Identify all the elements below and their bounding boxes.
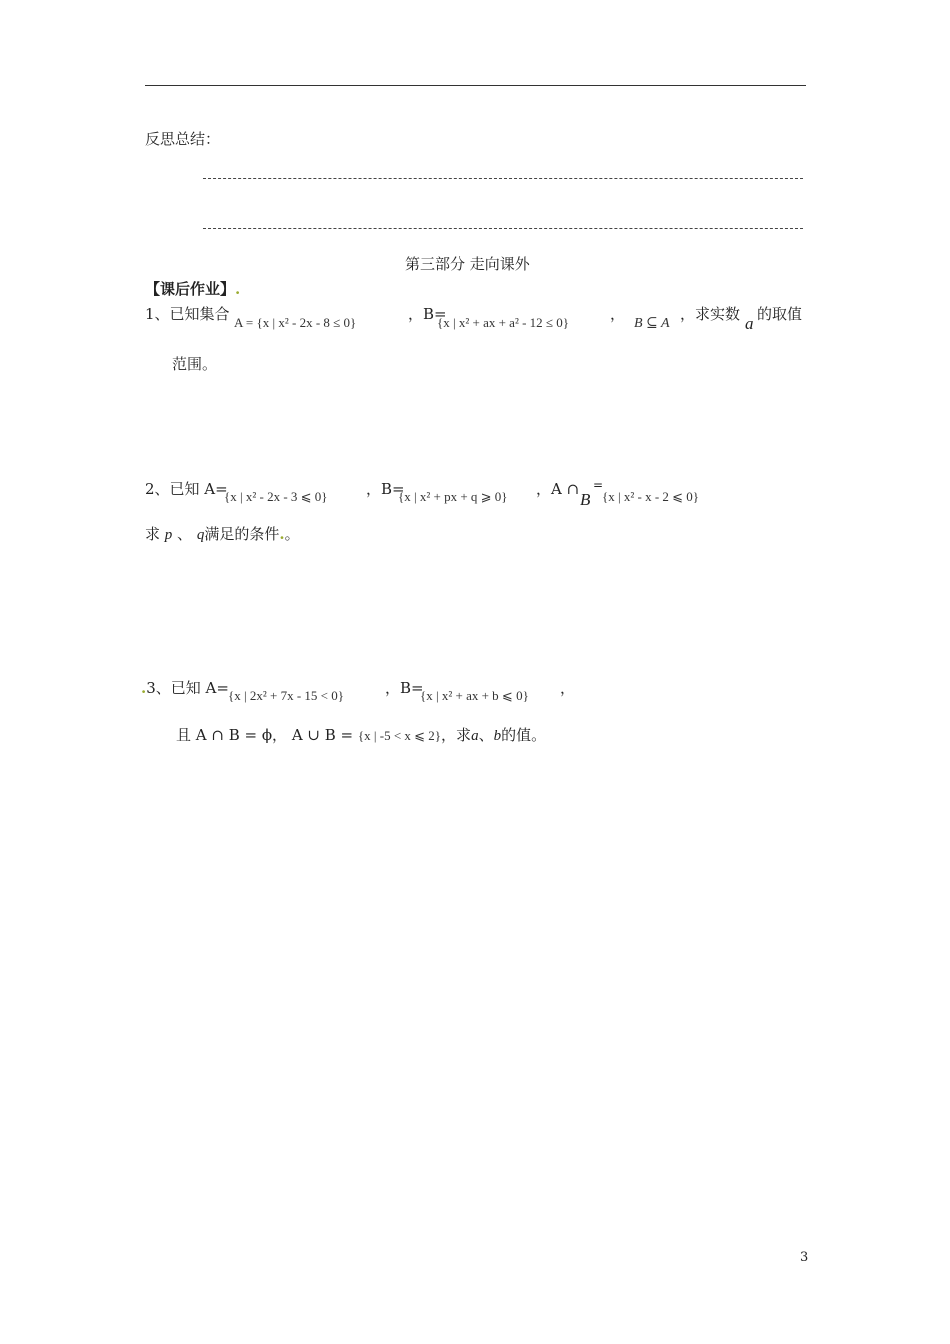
q1-relation: B ⊆ A bbox=[634, 316, 670, 331]
q2-set-c: {x | x² - x - 2 ⩽ 0} bbox=[602, 489, 700, 504]
q2-prefix: 2、已知 A= bbox=[145, 480, 228, 498]
q2-b: B bbox=[580, 490, 591, 509]
q1-sep2: ， bbox=[610, 305, 626, 323]
q2-sep1: ，B= bbox=[366, 480, 405, 498]
q3-dot: . bbox=[141, 679, 147, 697]
q3-prefix: 3、已知 A= bbox=[146, 679, 229, 697]
q1-set-a: A = {x | x² - 2x - 8 ≤ 0} bbox=[234, 315, 357, 330]
section-title: 第三部分 走向课外 bbox=[405, 255, 530, 273]
q2-dot: . bbox=[279, 525, 285, 543]
q2-set-a: {x | x² - 2x - 3 ⩽ 0} bbox=[224, 489, 328, 504]
q3-a: a bbox=[471, 728, 479, 744]
reflection-answer-line-2 bbox=[203, 228, 803, 229]
homework-label: 【课后作业】 bbox=[145, 280, 236, 298]
reflection-answer-line-1 bbox=[203, 178, 803, 179]
q2-line2 bbox=[145, 523, 300, 544]
q2-p: p bbox=[164, 527, 173, 543]
q3-line2-c: 的值。 bbox=[501, 726, 547, 744]
q3-sep3: 、 bbox=[478, 726, 494, 744]
q3-b: b bbox=[493, 728, 502, 744]
q3-set-a: {x | 2x² + 7x - 15 < 0} bbox=[228, 688, 344, 703]
q3-line2 bbox=[176, 724, 546, 745]
q3-sep2: ， bbox=[560, 679, 576, 697]
q2-line2-a: 求 bbox=[145, 525, 165, 543]
q1-sep1: ，B= bbox=[408, 305, 447, 323]
q1-prefix: 1、已知集合 bbox=[145, 305, 230, 323]
q2-q: q bbox=[196, 527, 205, 543]
q1-ask: ，求实数 bbox=[680, 305, 741, 323]
header-rule bbox=[145, 85, 806, 86]
q3-line2-a: 且 A ∩ B = ϕ， A ∪ B = bbox=[176, 726, 354, 744]
q2-line2-b: 满足的条件 bbox=[204, 525, 280, 543]
q3-union: {x | -5 < x ⩽ 2} bbox=[357, 728, 442, 743]
q2-end: 。 bbox=[284, 525, 300, 543]
q3-line1 bbox=[141, 677, 229, 698]
q1-set-b: {x | x² + ax + a² - 12 ≤ 0} bbox=[437, 315, 570, 330]
page-number: 3 bbox=[800, 1250, 809, 1265]
q2-sep2: ，A ∩ bbox=[536, 480, 580, 498]
q2-eq: = bbox=[593, 478, 604, 492]
q3-set-b: {x | x² + ax + b ⩽ 0} bbox=[420, 688, 529, 703]
q1-line2: 范围。 bbox=[172, 355, 218, 373]
q2-set-b: {x | x² + px + q ⩾ 0} bbox=[398, 489, 508, 504]
reflection-label: 反思总结： bbox=[145, 130, 221, 148]
q1-ask-end: 的取值 bbox=[757, 305, 803, 323]
q3-line2-b: ，求 bbox=[441, 726, 472, 744]
q1-var-a: a bbox=[745, 314, 754, 333]
homework-dot: . bbox=[235, 280, 241, 298]
q2-mid: 、 bbox=[172, 525, 197, 543]
homework-heading bbox=[145, 278, 240, 299]
q3-sep1: ，B= bbox=[385, 679, 424, 697]
